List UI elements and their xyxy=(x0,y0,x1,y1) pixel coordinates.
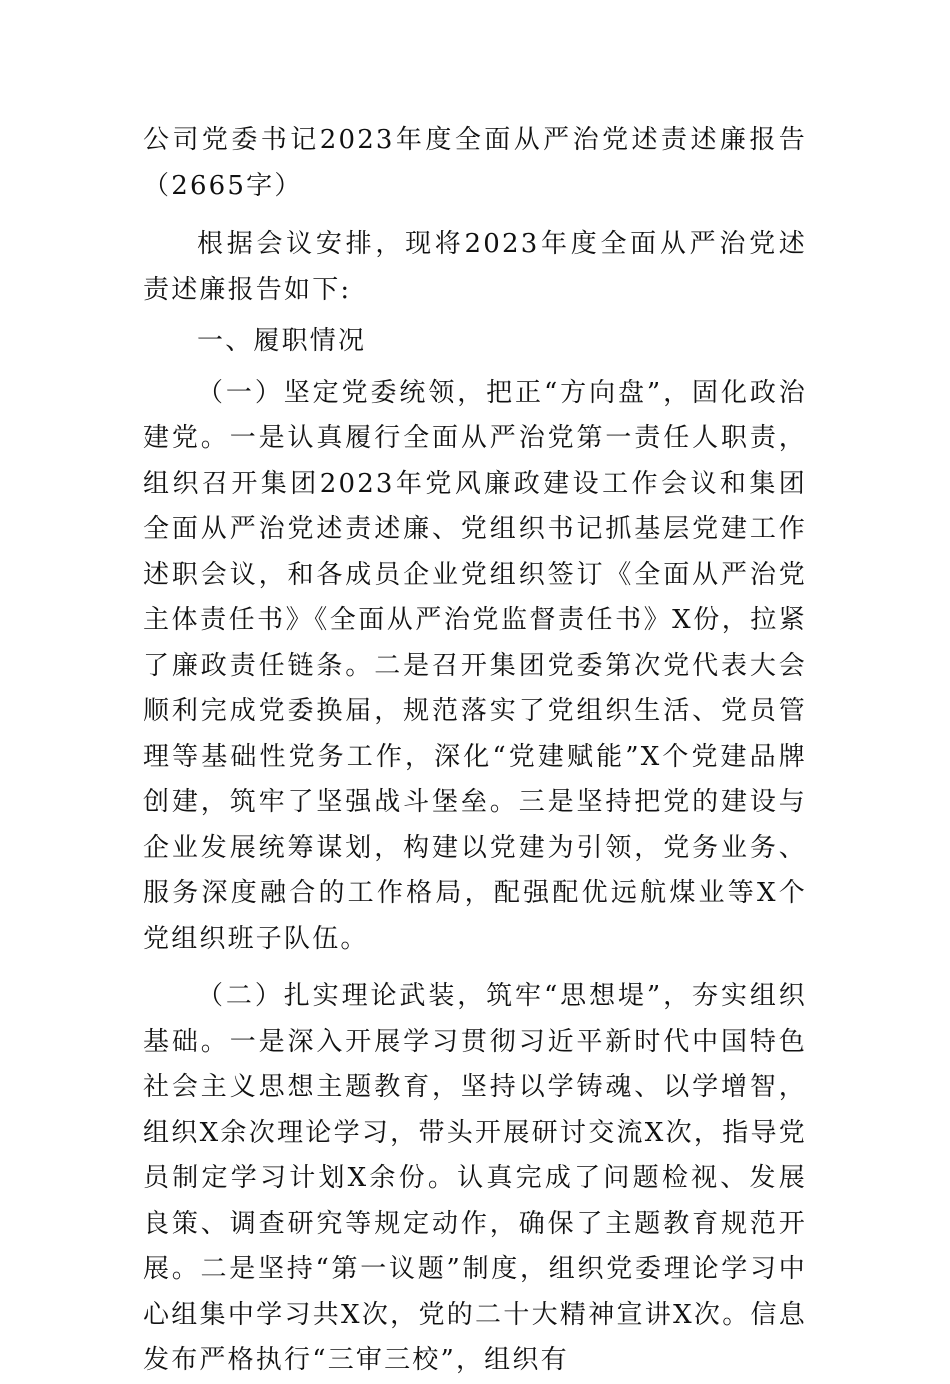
document-body xyxy=(143,118,807,1384)
document-title: 公司党委书记2023年度全面从严治党述责述廉报告（2665字） xyxy=(143,125,807,201)
paragraph-theory-study: （二）扎实理论武装，筑牢“思想堤”，夯实组织基础。一是深入开展学习贯彻习近平新时代中国特色社会主义思想主题教育，坚持以学铸魂、以学增智，组织X余次理论学习，带头开展研讨交流X次，指导党员制定学习计划X余份。认真完成了问题检视、发展良策、调查研究等规定动作，确保了主题教育规范开展。二是坚持“第一议题”制度，组织党委理论学习中心组集中学习共X次，党的二十大精神宣讲X次。信息发布严格执行“三审三校”，组织有 xyxy=(143,981,807,1375)
paragraph-party-leadership: （一）坚定党委统领，把正“方向盘”，固化政治建党。一是认真履行全面从严治党第一责任人职责，组织召开集团2023年党风廉政建设工作会议和集团全面从严治党述责述廉、党组织书记抓基层党建工作述职会议，和各成员企业党组织签订《全面从严治党主体责任书》《全面从严治党监督责任书》X份，拉紧了廉政责任链条。二是召开集团党委第次党代表大会顺利完成党委换届，规范落实了党组织生活、党员管理等基础性党务工作，深化“党建赋能”X个党建品牌创建，筑牢了坚强战斗堡垒。三是坚持把党的建设与企业发展统筹谋划，构建以党建为引领，党务业务、服务深度融合的工作格局，配强配优远航煤业等X个党组织班子队伍。 xyxy=(143,377,807,954)
intro-paragraph: 根据会议安排，现将2023年度全面从严治党述责述廉报告如下: xyxy=(143,229,807,305)
section-heading-duty-performance: 一、履职情况 xyxy=(197,326,367,356)
